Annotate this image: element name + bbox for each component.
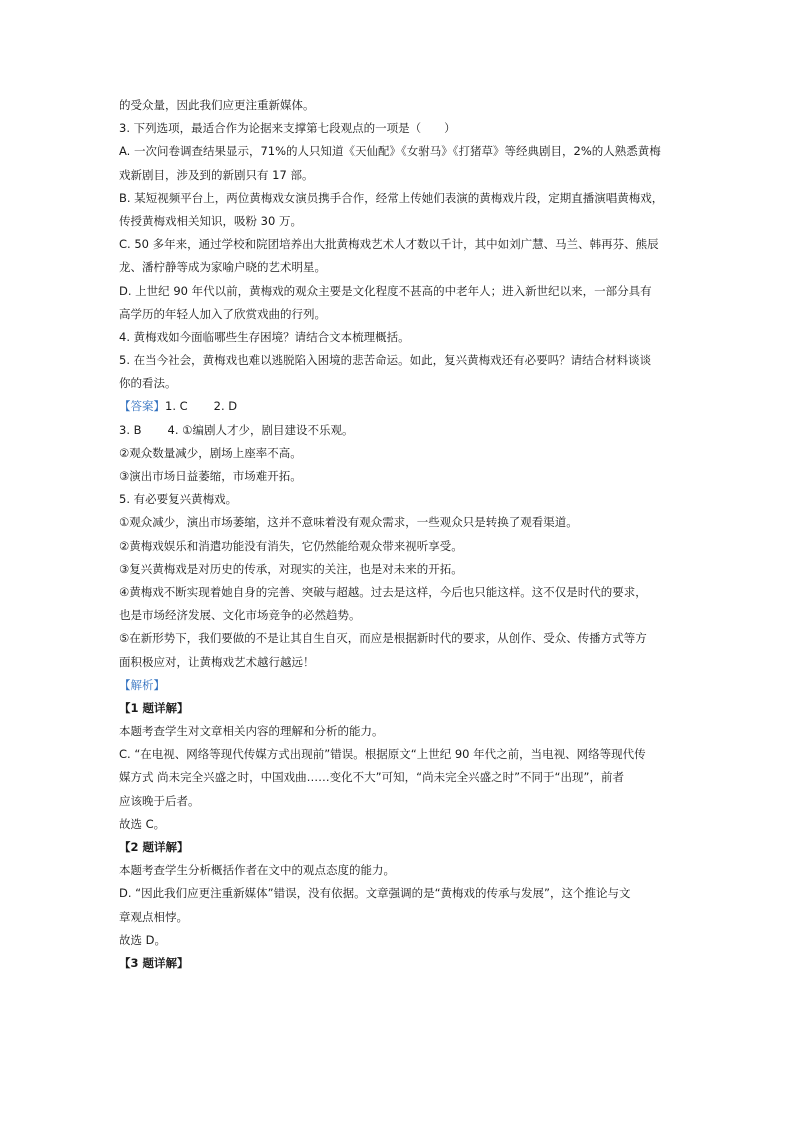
q2-conclusion: 故选 D。 [119,932,167,947]
q3-heading: 【3 题详解】 [119,955,189,970]
answer-5: 5. 有必要复兴黄梅戏。 [119,492,238,507]
q1-text: C. “在电视、网络等现代传媒方式出现前”错误。根据原文“上世纪 90 年代之前，当电视、网络等现代传 [119,747,646,762]
q2-text: 本题考查学生分析概括作者在文中的观点态度的能力。 [119,863,395,878]
answer-5-point-5: ⑤在新形势下，我们要做的不是让其自生自灭，而应是根据新时代的要求，从创作、受众、传播方式等方 [119,631,647,646]
q1-text: 本题考查学生对文章相关内容的理解和分析的能力。 [119,724,384,739]
text-column [119,94,679,975]
answer-line [119,395,679,418]
question-3: 3. 下列选项，最适合作为论据来支撑第七段观点的一项是（ ） [119,121,456,136]
q1-text: 媒方式 尚未完全兴盛之时，中国戏曲……变化不大”可知，“尚未完全兴盛之时”不同于“出现”，前者 [119,770,624,785]
option-b: B. 某短视频平台上，两位黄梅戏女演员携手合作，经常上传她们表演的黄梅戏片段，定期直播演唱黄梅戏， [119,190,664,205]
analysis-tag: 【解析】 [119,677,165,692]
option-d: D. 上世纪 90 年代以前，黄梅戏的观众主要是文化程度不甚高的中老年人；进入新世纪以来，一部分具有 [119,283,652,298]
answer-5-point-2: ②黄梅戏娱乐和消遣功能没有消失，它仍然能给观众带来视听享受。 [119,538,463,553]
q1-heading: 【1 题详解】 [119,700,189,715]
answer-3: 3. B [119,422,142,437]
option-a: A. 一次问卷调查结果显示，71%的人只知道《天仙配》《女驸马》《打猪草》等经典剧目，2%的人熟悉黄梅 [119,144,661,159]
answer-4-point-3: ③演出市场日益萎缩，市场难开拓。 [119,469,302,483]
answer-5-point-5-cont: 面积极应对，让黄梅戏艺术越行越远！ [119,654,315,669]
option-b-cont: 传授黄梅戏相关知识，吸粉 30 万。 [119,213,302,228]
q2-text: 章观点相悖。 [119,909,188,924]
answer-2: 2. D [213,399,238,414]
answer-4-point-2: ②观众数量减少，剧场上座率不高。 [119,445,302,460]
answer-5-point-1: ①观众减少，演出市场萎缩，这并不意味着没有观众需求，一些观众只是转换了观看渠道。 [119,515,578,530]
answer-line-2 [119,419,679,442]
question-5: 5. 在当今社会，黄梅戏也难以逃脱陷入困境的悲苦命运。如此，复兴黄梅戏还有必要吗？请结合材料谈谈 [119,353,652,368]
option-c: C. 50 多年来，通过学校和院团培养出大批黄梅戏艺术人才数以千计，其中如刘广慧、马兰、韩再芬、熊辰 [119,237,659,252]
q2-text: D. “因此我们应更注重新媒体”错误，没有依据。文章强调的是“黄梅戏的传承与发展”，这个推论与文 [119,886,631,901]
q1-conclusion: 故选 C。 [119,816,166,831]
question-4: 4. 黄梅戏如今面临哪些生存困境？请结合文本梳理概括。 [119,329,410,344]
option-d-cont: 高学历的年轻人加入了欣赏戏曲的行列。 [119,306,326,321]
answer-4: 4. ①编剧人才少，剧目建设不乐观。 [167,422,354,437]
option-c-cont: 龙、潘柠静等成为家喻户晓的艺术明星。 [119,260,326,275]
question-5-cont: 你的看法。 [119,376,177,391]
text-line: 的受众量，因此我们应更注重新媒体。 [119,98,315,112]
q2-heading: 【2 题详解】 [119,840,189,854]
answer-5-point-3: ③复兴黄梅戏是对历史的传承，对现实的关注，也是对未来的开拓。 [119,561,463,576]
answer-tag: 【答案】 [119,399,165,414]
answer-5-point-4: ④黄梅戏不断实现着她自身的完善、突破与超越。过去是这样，今后也只能这样。这不仅是时代的要求， [119,584,647,599]
answer-5-point-4-cont: 也是市场经济发展、文化市场竞争的必然趋势。 [119,608,361,623]
answer-1: 1. C [165,399,188,414]
option-a-cont: 戏新剧目，涉及到的新剧只有 17 部。 [119,167,314,182]
q1-text: 应该晚于后者。 [119,793,200,808]
